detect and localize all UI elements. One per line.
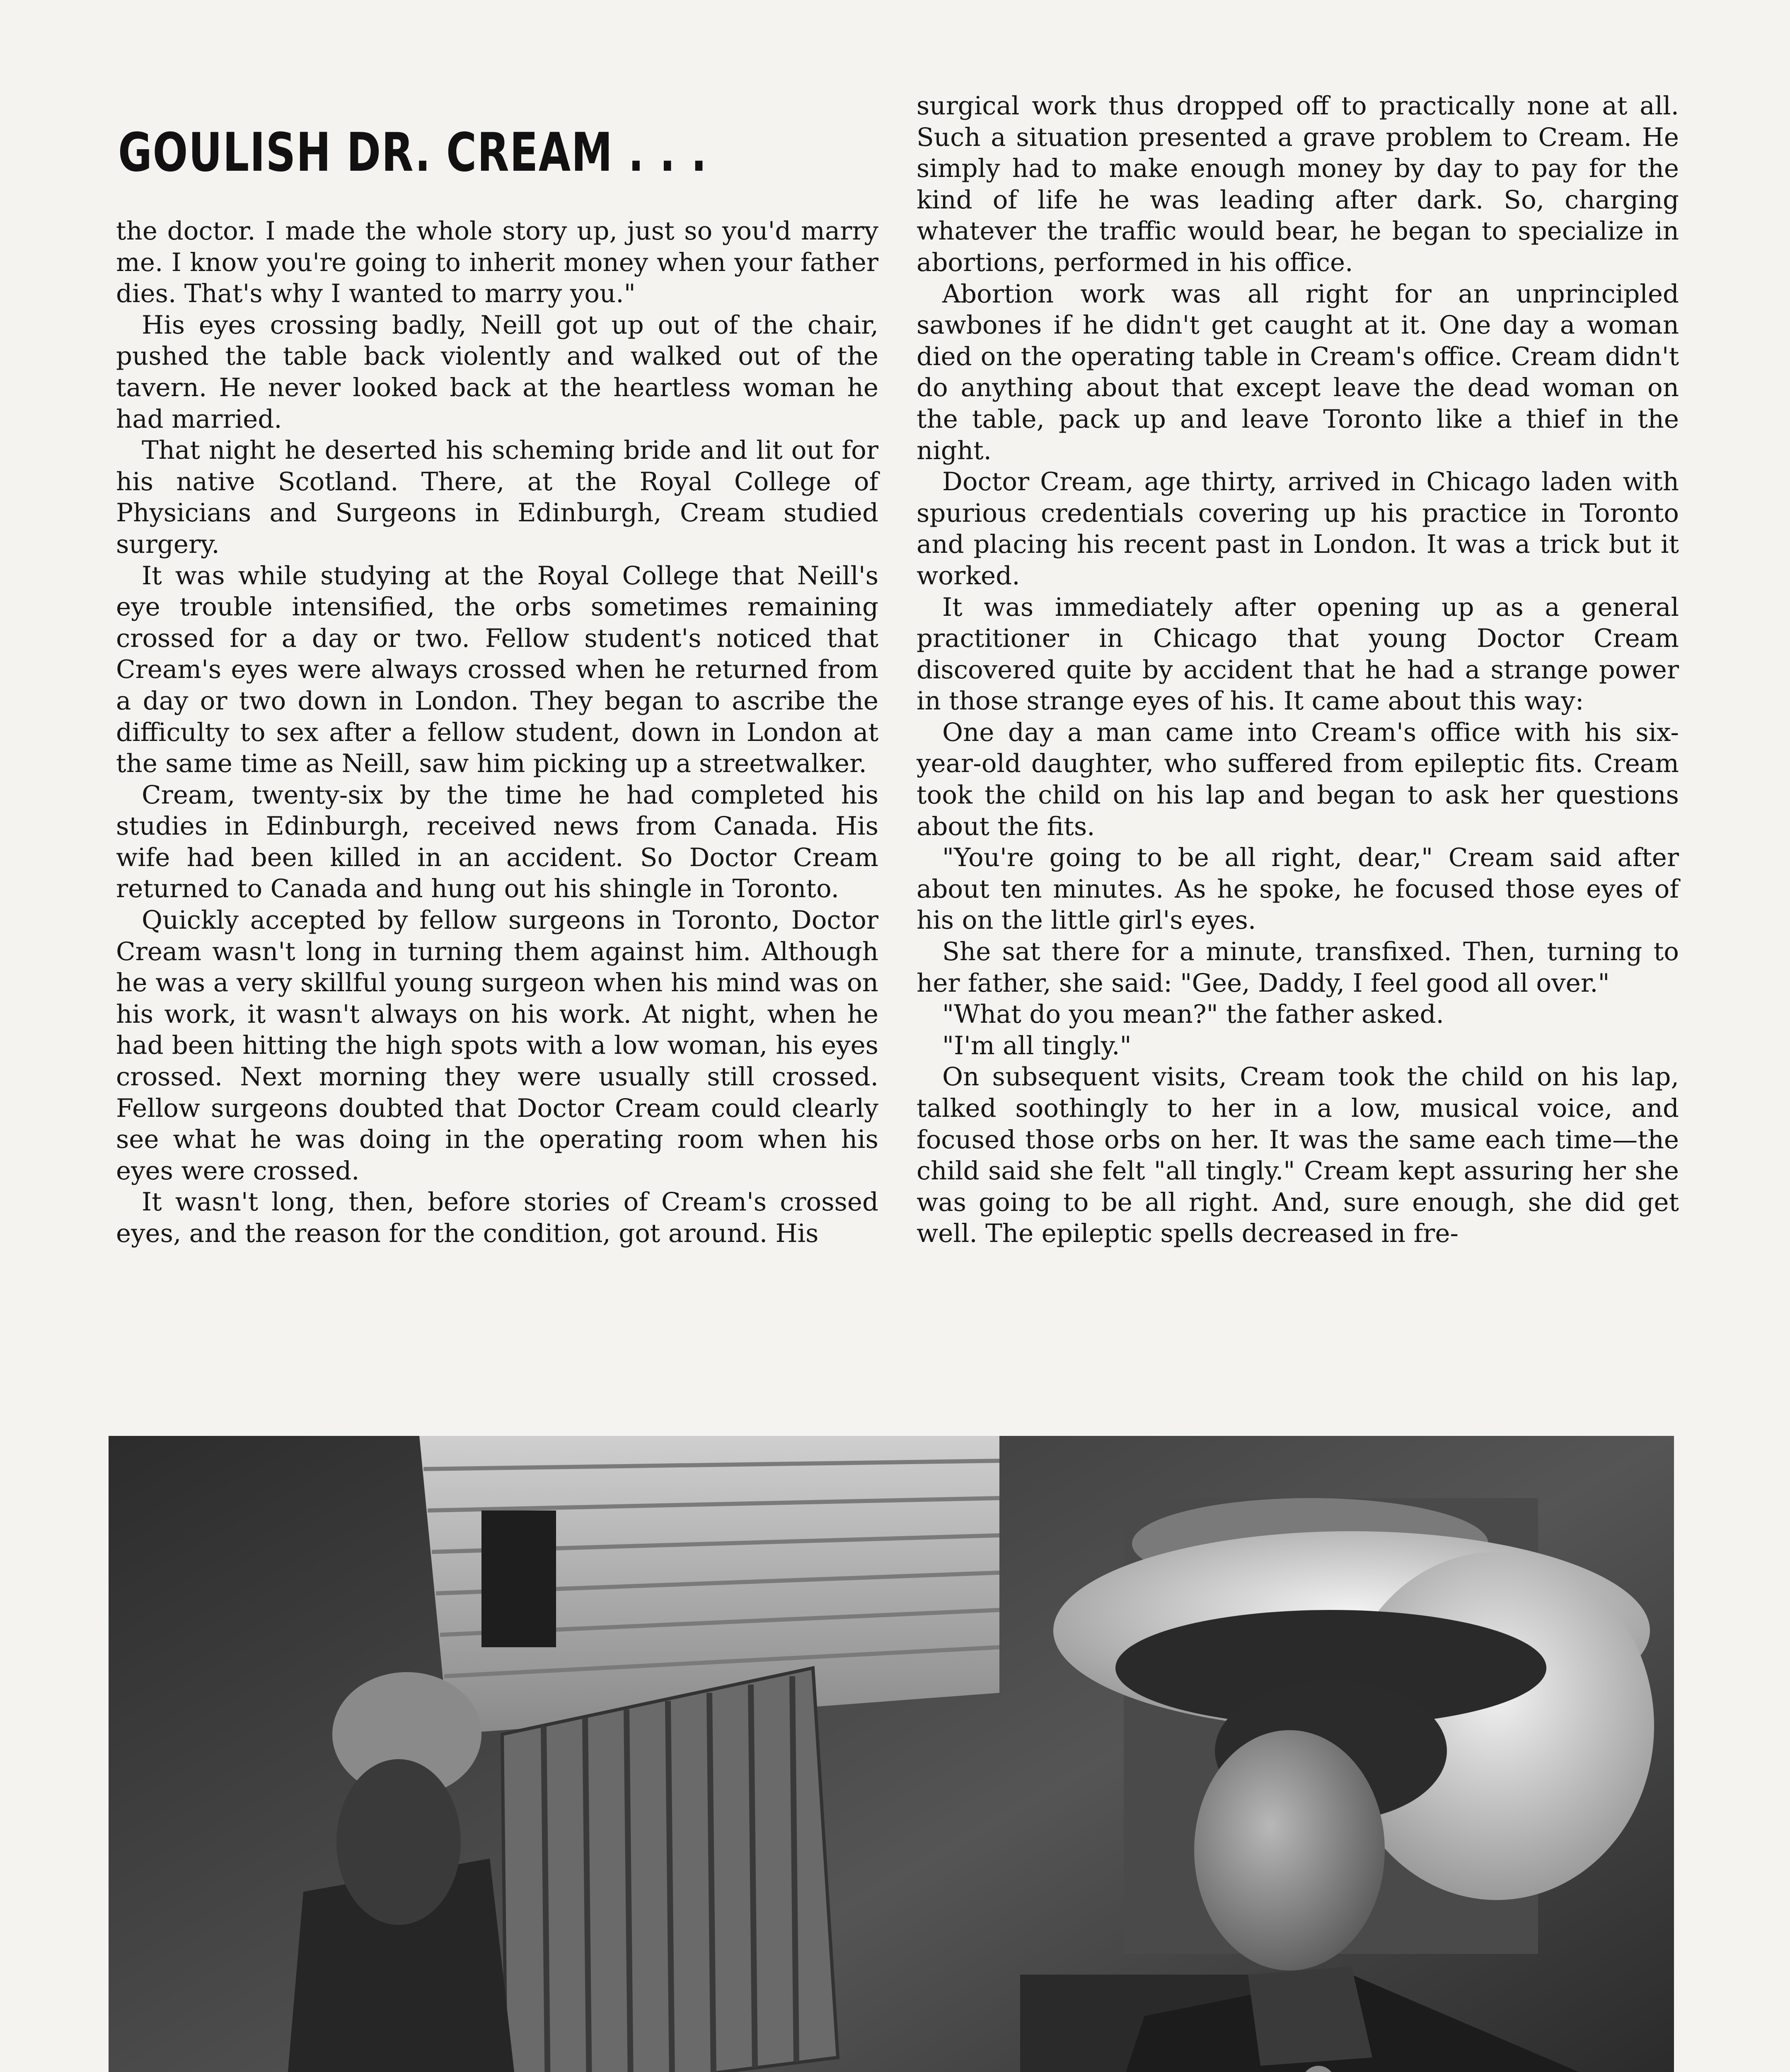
paragraph: She sat there for a minute, transfixed. Then, turning to her father, she said: "Gee, Daddy, I feel good all over."	[917, 937, 1679, 998]
paragraph: Cream, twenty-six by the time he had completed his studies in Edinburgh, received news from Canada. His wife had been killed in an accident. So Doctor Cream returned to Canada and hung out his shingle in Toronto.	[116, 780, 878, 904]
photo-illustration	[109, 1436, 1674, 2072]
left-text-column	[116, 215, 878, 1249]
paragraph: the doctor. I made the whole story up, just so you'd marry me. I know you're going to inherit money when your father dies. That's why I wanted to marry you."	[116, 216, 878, 309]
paragraph: "I'm all tingly."	[942, 1031, 1132, 1060]
paragraph: It was immediately after opening up as a general practitioner in Chicago that young Doctor Cream discovered quite by accident that he had a strange power in those strange eyes of his. It came about this way:	[917, 592, 1679, 716]
paragraph: surgical work thus dropped off to practically none at all. Such a situation presented a grave problem to Cream. He simply had to make enough money by day to pay for the kind of life he was leading after dark. So, charging whatever the traffic would bear, he began to specialize in abortions, performed in his office.	[917, 91, 1679, 277]
paragraph: Quickly accepted by fellow surgeons in Toronto, Doctor Cream wasn't long in turning them against him. Although he was a very skillful young surgeon when his mind was on his work, it wasn't always on his work. At night, when he had been hitting the high spots with a low woman, his eyes crossed. Next morning they were usually still crossed. Fellow surgeons doubted that Doctor Cream could clearly see what he was doing in the operating room when his eyes were crossed.	[116, 905, 878, 1186]
right-text-column	[917, 90, 1679, 1249]
paragraph: Abortion work was all right for an unprincipled sawbones if he didn't get caught at it. One day a woman died on the operating table in Cream's office. Cream didn't do anything about that except leave the dead woman on the table, pack up and leave Toronto like a thief in the night.	[917, 279, 1679, 465]
paragraph: "You're going to be all right, dear," Cream said after about ten minutes. As he spoke, he focused those eyes of his on the little girl's eyes.	[917, 843, 1679, 935]
paragraph: It wasn't long, then, before stories of Cream's crossed eyes, and the reason for the condition, got around. His	[116, 1187, 878, 1248]
paragraph: Doctor Cream, age thirty, arrived in Chicago laden with spurious credentials covering up his practice in Toronto and placing his recent past in London. It was a trick but it worked.	[917, 467, 1679, 591]
paragraph: That night he deserted his scheming bride and lit out for his native Scotland. There, at the Royal College of Physicians and Surgeons in Edinburgh, Cream studied surgery.	[116, 436, 878, 559]
paragraph: One day a man came into Cream's office with his six-year-old daughter, who suffered from epileptic fits. Cream took the child on his lap and began to ask her questions about the fits.	[917, 717, 1679, 841]
article-headline: GOULISH DR. CREAM . . .	[118, 122, 708, 184]
paragraph: It was while studying at the Royal College that Neill's eye trouble intensified, the orbs sometimes remaining crossed for a day or two. Fellow student's noticed that Cream's eyes were always crossed when he returned from a day or two down in London. They began to ascribe the difficulty to sex after a fellow student, down in London at the same time as Neill, saw him picking up a streetwalker.	[116, 561, 878, 779]
film-still-photo	[109, 1436, 1674, 2072]
paragraph: On subsequent visits, Cream took the child on his lap, talked soothingly to her in a low, musical voice, and focused those orbs on her. It was the same each time—the child said she felt "all tingly." Cream kept assuring her she was going to be all right. And, sure enough, she did get well. The epileptic spells decreased in fre-	[917, 1062, 1679, 1249]
paragraph: "What do you mean?" the father asked.	[942, 1000, 1444, 1029]
paragraph: His eyes crossing badly, Neill got up out of the chair, pushed the table back violently and walked out of the tavern. He never looked back at the heartless woman he had married.	[116, 310, 878, 434]
